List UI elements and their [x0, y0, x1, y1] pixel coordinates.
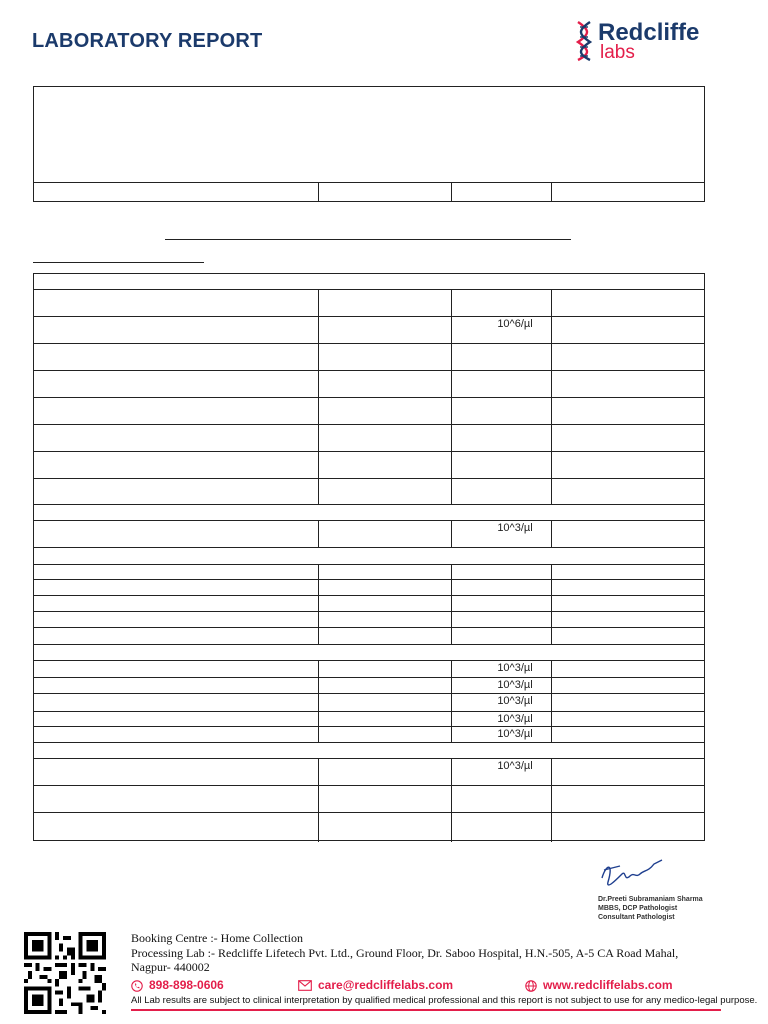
unit-cell: 10^3/µl: [497, 695, 533, 707]
dna-logo-icon: [574, 20, 594, 62]
unit-cell: 10^3/µl: [497, 760, 533, 772]
redcliffe-logo: [574, 20, 714, 66]
pathologist-role: Consultant Pathologist: [598, 914, 675, 921]
phone-number: 898-898-0606: [149, 978, 224, 992]
qr-code: [24, 932, 106, 1014]
department-underline: [33, 262, 204, 263]
pathologist-qualification: MBBS, DCP Pathologist: [598, 905, 678, 912]
website-url: www.redcliffelabs.com: [543, 978, 673, 992]
unit-cell: 10^3/µl: [497, 728, 533, 740]
email-address: care@redcliffelabs.com: [318, 978, 454, 992]
logo-brand-name: Redcliffe: [598, 19, 700, 46]
processing-lab-address: Processing Lab :- Redcliffe Lifetech Pvt. Ltd., Ground Floor, Dr. Saboo Hospital, H.N.-505, A-5 CA Road Mahal,: [131, 946, 679, 960]
email-contact[interactable]: [298, 978, 453, 992]
phone-icon: [131, 980, 143, 992]
unit-cell: 10^3/µl: [497, 522, 533, 534]
patient-details-box: [33, 86, 705, 202]
booking-centre: Booking Centre :- Home Collection: [131, 931, 303, 945]
patient-details-strip: [34, 182, 704, 201]
phone-contact[interactable]: [131, 978, 224, 992]
pathologist-signature: [596, 852, 666, 894]
logo-sub-name: labs: [600, 42, 635, 63]
unit-cell: 10^3/µl: [497, 713, 533, 725]
results-table: [33, 273, 705, 841]
unit-cell: 10^3/µl: [497, 662, 533, 674]
processing-lab-city: Nagpur- 440002: [131, 960, 210, 974]
globe-icon: [525, 980, 537, 992]
unit-cell: 10^6/µl: [497, 318, 533, 330]
test-name-underline: [165, 239, 571, 240]
legal-disclaimer: All Lab results are subject to clinical interpretation by qualified medical professional and this report is not subject to use for any medico-legal purpose.: [131, 995, 758, 1006]
footer-rule: [131, 1009, 721, 1011]
website-contact[interactable]: [525, 978, 673, 992]
report-title: LABORATORY REPORT: [32, 30, 263, 52]
unit-cell: 10^3/µl: [497, 679, 533, 691]
mail-icon: [298, 980, 312, 991]
pathologist-name: Dr.Preeti Subramaniam Sharma: [598, 896, 703, 903]
